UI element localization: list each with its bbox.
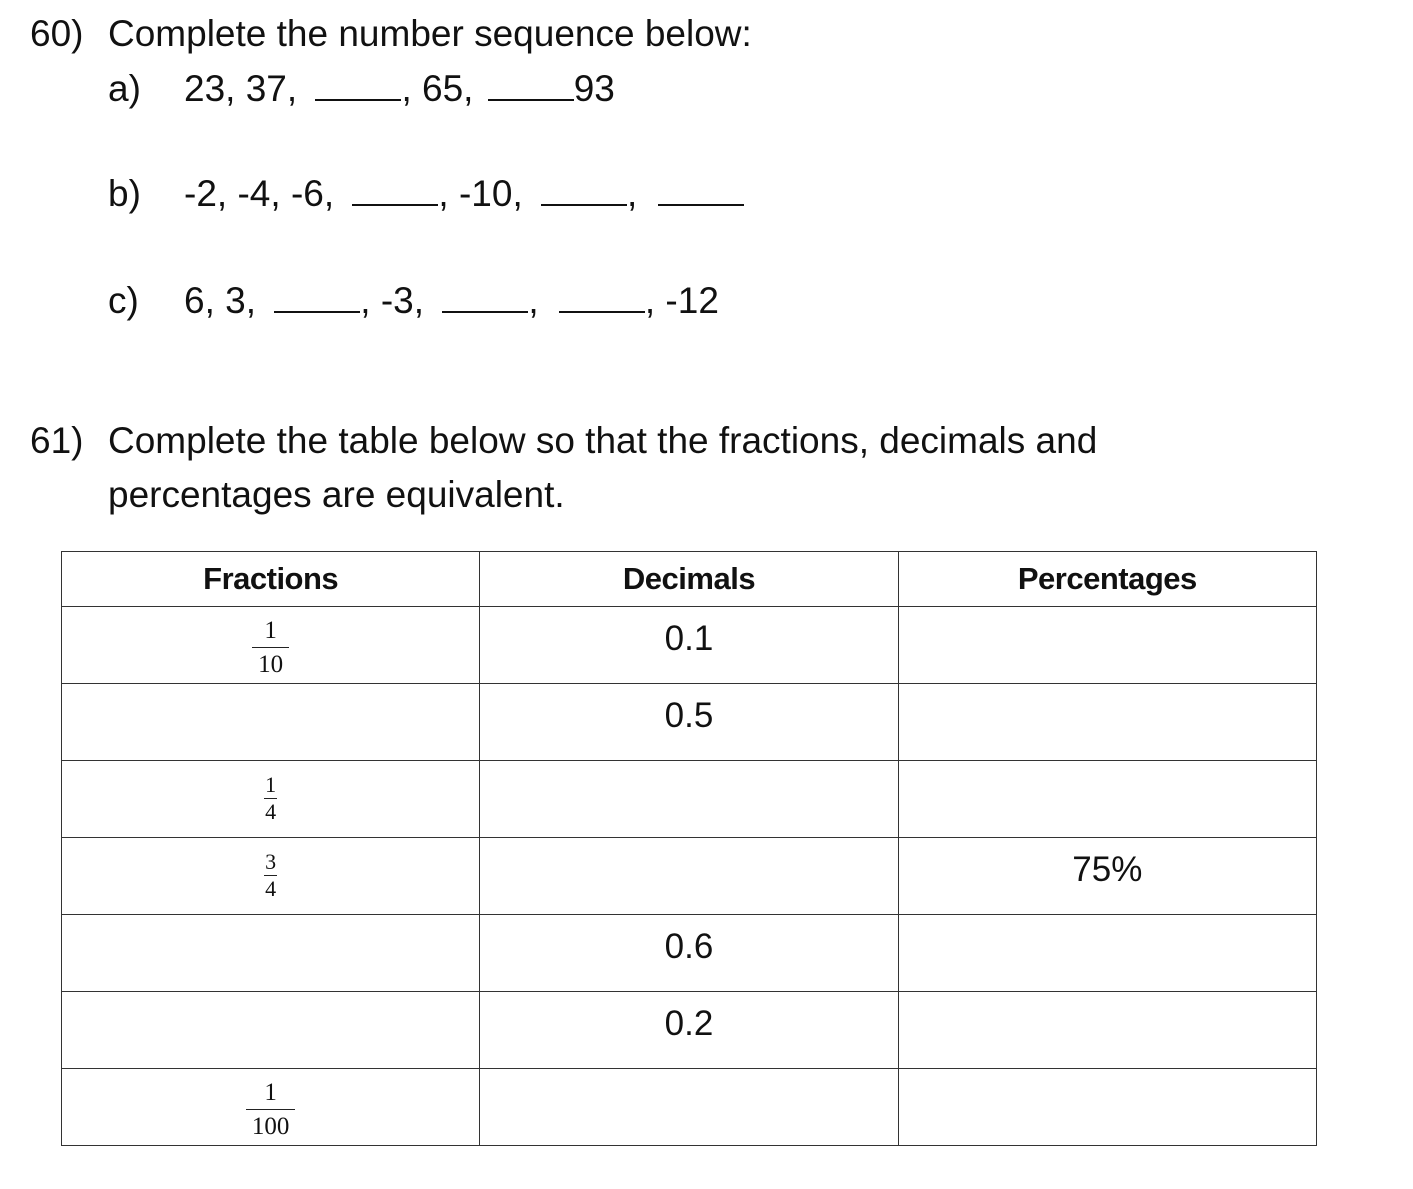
fraction-denominator: 100: [251, 1113, 290, 1140]
answer-blank[interactable]: [658, 203, 744, 206]
percentage-cell[interactable]: [898, 915, 1316, 992]
fraction-cell[interactable]: [62, 684, 480, 761]
percentage-value: [899, 915, 1316, 927]
header-fractions: Fractions: [62, 552, 480, 607]
sequence-a-term: 23,: [184, 68, 236, 109]
decimal-cell[interactable]: [480, 607, 898, 684]
table-row: [62, 684, 1317, 761]
answer-blank[interactable]: [541, 203, 627, 206]
fraction: [259, 851, 282, 900]
sequence-a-term: 93: [573, 68, 615, 109]
decimal-cell[interactable]: [480, 684, 898, 761]
sequence-a-term: , 65,: [401, 68, 474, 109]
decimal-cell[interactable]: [480, 915, 898, 992]
sequence-c-term: 3,: [225, 280, 256, 321]
sequence-a: [184, 70, 615, 107]
fraction-cell[interactable]: [62, 915, 480, 992]
fraction-cell[interactable]: [62, 992, 480, 1069]
sequence-c-term: ,: [528, 280, 539, 321]
decimal-value: [480, 761, 897, 773]
fraction-numerator: 3: [265, 849, 277, 874]
percentage-value: [899, 761, 1316, 773]
sequence-c-label: c): [108, 280, 139, 321]
question-61-prompt-line2: percentages are equivalent.: [108, 474, 565, 515]
percentage-cell[interactable]: [898, 1069, 1316, 1146]
decimal-value: 0.5: [664, 696, 714, 735]
fraction-numerator: 1: [264, 1079, 277, 1106]
sequence-b-term: ,: [627, 173, 638, 214]
header-decimals: Decimals: [480, 552, 898, 607]
percentage-cell[interactable]: [898, 992, 1316, 1069]
fraction-cell[interactable]: [62, 1069, 480, 1146]
percentage-cell[interactable]: [898, 838, 1316, 915]
sequence-b: [184, 175, 744, 212]
fraction-denominator: 10: [258, 651, 284, 678]
sequence-a-label: a): [108, 68, 141, 109]
answer-blank[interactable]: [274, 310, 360, 313]
sequence-c-term: 6,: [184, 280, 215, 321]
fraction: [246, 1080, 296, 1139]
sequence-b-label: b): [108, 173, 141, 214]
fraction-numerator: 1: [265, 772, 277, 797]
decimal-cell[interactable]: [480, 1069, 898, 1146]
header-percentages: Percentages: [898, 552, 1316, 607]
fraction-cell[interactable]: [62, 761, 480, 838]
sequence-c-term: , -3,: [360, 280, 425, 321]
question-61-number: 61): [30, 420, 84, 461]
percentage-value: [899, 992, 1316, 1004]
decimal-value: 0.1: [664, 619, 714, 658]
percentage-cell[interactable]: [898, 684, 1316, 761]
answer-blank[interactable]: [442, 310, 528, 313]
decimal-cell[interactable]: [480, 838, 898, 915]
sequence-b-term: , -10,: [438, 173, 523, 214]
table-row: [62, 1069, 1317, 1146]
fraction-numerator: 1: [264, 617, 277, 644]
equivalence-table: [61, 551, 1317, 1146]
fraction-cell[interactable]: [62, 607, 480, 684]
answer-blank[interactable]: [352, 203, 438, 206]
table-row: [62, 838, 1317, 915]
percentage-cell[interactable]: [898, 761, 1316, 838]
fraction-cell[interactable]: [62, 838, 480, 915]
table-row: [62, 915, 1317, 992]
fraction: [252, 618, 289, 677]
answer-blank[interactable]: [559, 310, 645, 313]
decimal-cell[interactable]: [480, 761, 898, 838]
table-header-row: [62, 552, 1317, 607]
sequence-b-term: -2,: [184, 173, 228, 214]
decimal-value: 0.2: [664, 1004, 714, 1043]
decimal-cell[interactable]: [480, 992, 898, 1069]
percentage-value: [899, 607, 1316, 619]
answer-blank[interactable]: [315, 98, 401, 101]
sequence-b-term: -4,: [237, 173, 281, 214]
decimal-value: 0.6: [664, 927, 714, 966]
sequence-a-term: 37,: [245, 68, 298, 109]
table-row: [62, 992, 1317, 1069]
sequence-c: [184, 282, 719, 319]
question-60-prompt: Complete the number sequence below:: [108, 13, 752, 54]
sequence-b-term: -6,: [290, 173, 335, 214]
question-61-prompt-line1: Complete the table below so that the fractions, decimals and: [108, 420, 1098, 461]
question-60-number: 60): [30, 13, 84, 54]
table-row: [62, 607, 1317, 684]
decimal-value: [480, 838, 897, 850]
answer-blank[interactable]: [488, 98, 574, 101]
percentage-value: 75%: [1072, 850, 1143, 889]
fraction: [259, 774, 282, 823]
percentage-value: [899, 684, 1316, 696]
percentage-value: [899, 1069, 1316, 1081]
table-row: [62, 761, 1317, 838]
percentage-cell[interactable]: [898, 607, 1316, 684]
sequence-c-term: , -12: [644, 280, 719, 321]
decimal-value: [480, 1069, 897, 1081]
fraction-denominator: 4: [265, 876, 277, 901]
fraction-denominator: 4: [265, 799, 277, 824]
